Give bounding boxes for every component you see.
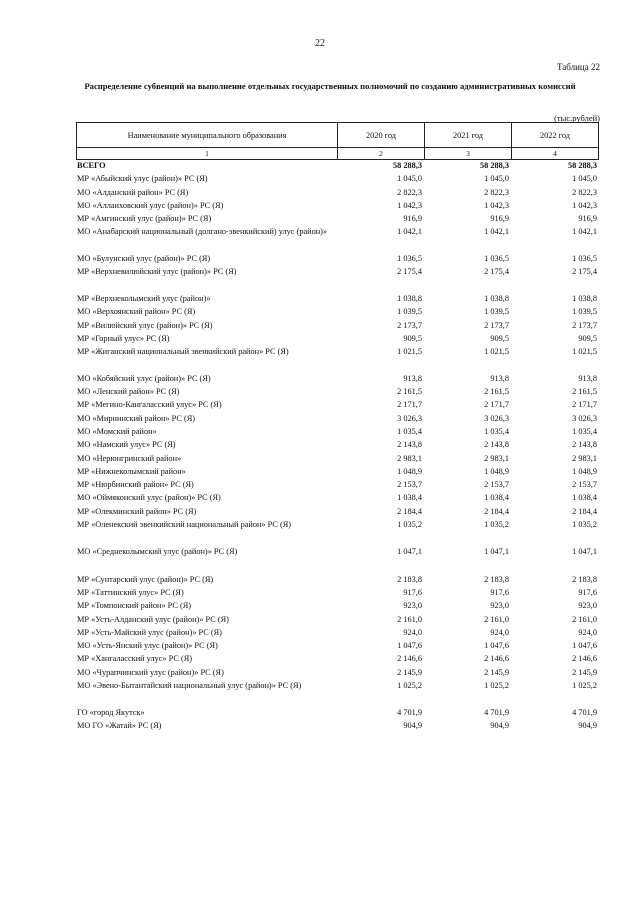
value-2020: 2 171,7: [397, 400, 422, 410]
value-2022: 1 035,4: [572, 426, 597, 436]
municipality-name: МО «Кобяйский улус (район)» РС (Я): [77, 373, 211, 383]
value-2020: 1 042,3: [397, 200, 422, 210]
municipality-name: МО «Ленский район» РС (Я): [77, 387, 180, 397]
table-row: [76, 226, 599, 253]
municipality-name: МО ГО «Жатай» РС (Я): [77, 720, 162, 730]
column-number-row: [76, 148, 599, 160]
table-label: Таблица 22: [557, 62, 600, 72]
table-row: [76, 680, 599, 707]
value-2022: 2 143,8: [572, 440, 597, 450]
value-2020: 2 822,3: [397, 187, 422, 197]
group-spacer: [76, 560, 599, 574]
municipality-name: МР «Абыйский улус (район)» РС (Я): [77, 174, 208, 184]
municipality-name: МР «Горный улус» РС (Я): [77, 333, 170, 343]
value-2022: 1 045,0: [572, 174, 597, 184]
value-2021: 916,9: [490, 214, 509, 224]
value-2021: 2 143,8: [484, 440, 509, 450]
header-2022: 2022 год: [511, 123, 599, 147]
table-row: [76, 519, 599, 532]
value-2022: 904,9: [578, 720, 597, 730]
value-2021: 2 983,1: [484, 453, 509, 463]
total-2021: 58 288,3: [479, 161, 509, 170]
table-row: [76, 320, 599, 333]
value-2020: 2 161,0: [397, 614, 422, 624]
column-number: 3: [424, 148, 511, 159]
value-2021: 4 701,9: [484, 707, 509, 717]
value-2022: 2 175,4: [572, 267, 597, 277]
value-2021: 2 822,3: [484, 187, 509, 197]
table-row: [76, 399, 599, 412]
municipality-name: МР «Хангаласский улус» РС (Я): [77, 654, 193, 664]
value-2020: 1 047,1: [397, 547, 422, 557]
municipality-name: МО «Анабарский национальный (долгано-эвенкийский) улус (район)»: [77, 227, 328, 237]
value-2022: 1 038,8: [572, 293, 597, 303]
header-2020: 2020 год: [337, 123, 424, 147]
table-row: [76, 720, 599, 733]
value-2022: 916,9: [578, 214, 597, 224]
value-2022: 2 145,9: [572, 667, 597, 677]
table-row: [76, 426, 599, 439]
value-2021: 923,0: [490, 601, 509, 611]
value-2020: 1 045,0: [397, 174, 422, 184]
municipality-name: МР «Мегино-Кангаласский улус» РС (Я): [77, 400, 222, 410]
table-row: [76, 333, 599, 346]
municipality-name: МР «Таттинский улус» РС (Я): [77, 587, 184, 597]
value-2020: 2 143,8: [397, 440, 422, 450]
municipality-name: МР «Нижнеколымский район»: [77, 466, 186, 476]
table-row: [76, 213, 599, 226]
table-row: [76, 413, 599, 426]
value-2022: 1 047,6: [572, 641, 597, 651]
municipality-name: МР «Жиганский национальный эвенкийский район» РС (Я): [77, 347, 289, 357]
table-row: [76, 627, 599, 640]
value-2020: 2 175,4: [397, 267, 422, 277]
value-2020: 2 145,9: [397, 667, 422, 677]
table-row: [76, 373, 599, 386]
municipality-name: МР «Вилюйский улус (район)» РС (Я): [77, 320, 213, 330]
value-2020: 2 153,7: [397, 480, 422, 490]
table-row: [76, 492, 599, 505]
value-2020: 1 036,5: [397, 254, 422, 264]
value-2020: 917,6: [403, 587, 422, 597]
municipality-name: МР «Верхневилюйский улус (район)» РС (Я): [77, 267, 237, 277]
municipality-name: МО «Аллаиховский улус (район)» РС (Я): [77, 200, 224, 210]
value-2021: 1 021,5: [484, 347, 509, 357]
value-2022: 2 161,5: [572, 387, 597, 397]
value-2020: 1 035,4: [397, 426, 422, 436]
value-2022: 1 021,5: [572, 347, 597, 357]
table-row: [76, 346, 599, 359]
table-row: [76, 266, 599, 279]
value-2020: 1 048,9: [397, 466, 422, 476]
table-row: [76, 200, 599, 213]
value-2021: 1 047,1: [484, 547, 509, 557]
page-number: 22: [315, 38, 325, 49]
municipality-name: МО «Эвено-Бытантайский национальный улус (район)» РС (Я): [77, 680, 302, 690]
municipality-name: МО «Верхоянский район» РС (Я): [77, 307, 196, 317]
value-2021: 1 038,4: [484, 493, 509, 503]
municipality-name: МР «Усть-Алданский улус (район)» РС (Я): [77, 614, 229, 624]
value-2022: 2 146,6: [572, 654, 597, 664]
value-2021: 2 161,5: [484, 387, 509, 397]
table-row: [76, 453, 599, 466]
value-2020: 2 983,1: [397, 453, 422, 463]
value-2022: 2 161,0: [572, 614, 597, 624]
value-2022: 1 042,1: [572, 227, 597, 237]
total-row: [76, 160, 599, 173]
value-2020: 1 047,6: [397, 641, 422, 651]
value-2021: 3 026,3: [484, 413, 509, 423]
value-2022: 2 183,8: [572, 574, 597, 584]
value-2020: 909,5: [403, 333, 422, 343]
column-number: 1: [76, 148, 337, 159]
value-2021: 917,6: [490, 587, 509, 597]
table-row: [76, 253, 599, 266]
value-2022: 2 822,3: [572, 187, 597, 197]
municipality-name: МО «Среднеколымский улус (район)» РС (Я): [77, 547, 238, 557]
value-2020: 1 035,2: [397, 520, 422, 530]
municipality-name: МР «Оленекский эвенкийский национальный район» РС (Я): [77, 520, 292, 530]
value-2021: 924,0: [490, 627, 509, 637]
table-row: [76, 466, 599, 479]
value-2020: 3 026,3: [397, 413, 422, 423]
table-row: [76, 386, 599, 399]
value-2022: 924,0: [578, 627, 597, 637]
municipality-name: МО «Оймяконский улус (район)» РС (Я): [77, 493, 221, 503]
value-2020: 1 039,5: [397, 307, 422, 317]
value-2022: 2 153,7: [572, 480, 597, 490]
value-2021: 2 184,4: [484, 506, 509, 516]
table-row: [76, 293, 599, 306]
total-2020: 58 288,3: [392, 161, 422, 170]
value-2021: 913,8: [490, 373, 509, 383]
value-2022: 2 173,7: [572, 320, 597, 330]
value-2021: 2 183,8: [484, 574, 509, 584]
value-2021: 1 048,9: [484, 466, 509, 476]
table-row: [76, 600, 599, 613]
value-2020: 1 038,8: [397, 293, 422, 303]
value-2020: 2 184,4: [397, 506, 422, 516]
column-number: 2: [337, 148, 424, 159]
value-2021: 1 035,2: [484, 520, 509, 530]
header-2021: 2021 год: [424, 123, 511, 147]
value-2021: 2 145,9: [484, 667, 509, 677]
value-2020: 2 161,5: [397, 387, 422, 397]
value-2022: 1 047,1: [572, 547, 597, 557]
table-row: [76, 653, 599, 666]
municipality-name: МО «Алданский район» РС (Я): [77, 187, 189, 197]
table-row: [76, 707, 599, 720]
value-2022: 1 048,9: [572, 466, 597, 476]
column-number: 4: [511, 148, 599, 159]
value-2021: 1 039,5: [484, 307, 509, 317]
document-title: Распределение субвенций на выполнение отдельных государственных полномочий по созданию административных комиссий: [84, 81, 576, 91]
value-2022: 1 038,4: [572, 493, 597, 503]
table-header-row: [76, 122, 599, 148]
value-2021: 1 045,0: [484, 174, 509, 184]
value-2021: 2 153,7: [484, 480, 509, 490]
table-row: [76, 640, 599, 653]
value-2020: 2 146,6: [397, 654, 422, 664]
municipality-name: МО «Булунский улус (район)» РС (Я): [77, 254, 211, 264]
municipality-name: МР «Томпонский район» РС (Я): [77, 601, 192, 611]
value-2022: 1 025,2: [572, 680, 597, 690]
total-label: ВСЕГО: [77, 161, 106, 170]
value-2020: 1 021,5: [397, 347, 422, 357]
group-spacer: [76, 532, 599, 546]
value-2022: 913,8: [578, 373, 597, 383]
table-row: [76, 587, 599, 600]
municipality-name: МР «Усть-Майский улус (район)» РС (Я): [77, 627, 222, 637]
value-2020: 913,8: [403, 373, 422, 383]
value-2020: 924,0: [403, 627, 422, 637]
municipality-name: МО «Усть-Янский улус (район)» РС (Я): [77, 641, 218, 651]
total-2022: 58 288,3: [567, 161, 597, 170]
value-2021: 1 025,2: [484, 680, 509, 690]
value-2020: 916,9: [403, 214, 422, 224]
value-2021: 2 146,6: [484, 654, 509, 664]
value-2021: 1 038,8: [484, 293, 509, 303]
value-2022: 1 036,5: [572, 254, 597, 264]
value-2021: 904,9: [490, 720, 509, 730]
value-2020: 904,9: [403, 720, 422, 730]
table-row: [76, 506, 599, 519]
value-2022: 1 039,5: [572, 307, 597, 317]
value-2020: 2 173,7: [397, 320, 422, 330]
municipality-name: МР «Олекминский район» РС (Я): [77, 506, 197, 516]
municipality-name: МР «Амгинский улус (район)» РС (Я): [77, 214, 212, 224]
municipality-name: МР «Нюрбинский район» РС (Я): [77, 480, 194, 490]
group-spacer: [76, 359, 599, 372]
value-2021: 909,5: [490, 333, 509, 343]
value-2022: 909,5: [578, 333, 597, 343]
municipality-name: МР «Сунтарский улус (район)» РС (Я): [77, 574, 214, 584]
value-2022: 2 171,7: [572, 400, 597, 410]
municipality-name: ГО «город Якутск»: [77, 707, 145, 717]
value-2022: 917,6: [578, 587, 597, 597]
value-2021: 1 035,4: [484, 426, 509, 436]
municipality-name: МО «Момский район»: [77, 426, 157, 436]
value-2021: 2 173,7: [484, 320, 509, 330]
value-2020: 1 042,1: [397, 227, 422, 237]
value-2020: 1 025,2: [397, 680, 422, 690]
value-2021: 1 036,5: [484, 254, 509, 264]
table-row: [76, 614, 599, 627]
value-2020: 2 183,8: [397, 574, 422, 584]
municipality-name: МО «Нерюнгринский район»: [77, 453, 182, 463]
value-2022: 1 035,2: [572, 520, 597, 530]
table-body: [76, 173, 599, 733]
unit-label: (тыс.рублей): [554, 113, 600, 123]
value-2020: 923,0: [403, 601, 422, 611]
municipality-name: МО «Намский улус» РС (Я): [77, 440, 176, 450]
table-row: [76, 306, 599, 319]
value-2022: 1 042,3: [572, 200, 597, 210]
value-2022: 2 184,4: [572, 506, 597, 516]
value-2020: 1 038,4: [397, 493, 422, 503]
value-2022: 3 026,3: [572, 413, 597, 423]
table-row: [76, 187, 599, 200]
value-2022: 923,0: [578, 601, 597, 611]
municipality-name: МО «Мирнинский район» РС (Я): [77, 413, 196, 423]
table-row: [76, 439, 599, 452]
value-2021: 1 042,3: [484, 200, 509, 210]
value-2021: 2 161,0: [484, 614, 509, 624]
value-2021: 1 047,6: [484, 641, 509, 651]
value-2021: 2 171,7: [484, 400, 509, 410]
subsidy-table: [76, 122, 599, 733]
table-row: [76, 574, 599, 587]
table-row: [76, 667, 599, 680]
table-row: [76, 546, 599, 559]
header-name: Наименование муниципального образования: [76, 123, 337, 147]
value-2021: 2 175,4: [484, 267, 509, 277]
table-row: [76, 173, 599, 186]
table-row: [76, 479, 599, 492]
value-2022: 4 701,9: [572, 707, 597, 717]
municipality-name: МО «Чурапчинский улус (район)» РС (Я): [77, 667, 224, 677]
value-2022: 2 983,1: [572, 453, 597, 463]
municipality-name: МР «Верхнеколымский улус (район)»: [77, 293, 211, 303]
group-spacer: [76, 280, 599, 293]
value-2020: 4 701,9: [397, 707, 422, 717]
value-2021: 1 042,1: [484, 227, 509, 237]
